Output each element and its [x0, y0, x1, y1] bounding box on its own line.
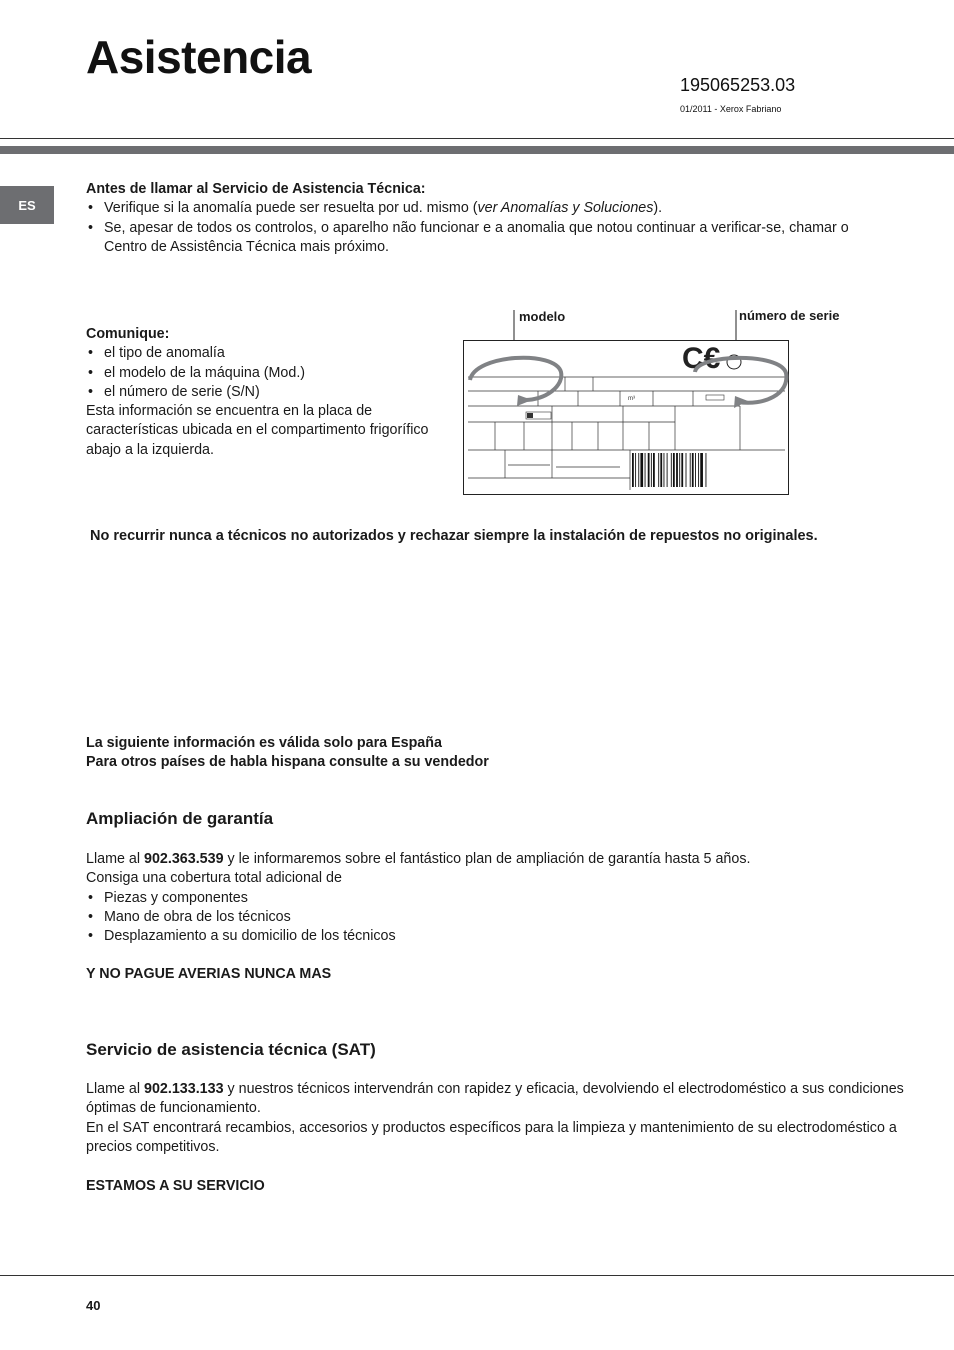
spain-notice [86, 734, 489, 773]
before-call-section [86, 180, 876, 257]
header-band [0, 146, 954, 154]
before-call-bullet-2: • Se, apesar de todos os controlos, o aparelho não funcionar e a anomalia que notou continuar a verificar-se, chamar o Centro de Assistência Técnica mais próximo. [86, 219, 876, 258]
language-tab: ES [0, 186, 54, 224]
plate-battery-icon [706, 395, 724, 400]
document-date: 01/2011 - Xerox Fabriano [680, 104, 782, 114]
rating-plate-svg [460, 300, 880, 500]
list-item: • el número de serie (S/N) [86, 383, 446, 402]
before-call-bullet-1: • Verifique si la anomalía puede ser resuelta por ud. mismo (ver Anomalías y Soluciones). [86, 199, 876, 218]
page-title: Asistencia [86, 31, 312, 83]
warranty-coverage-intro: Consiga una cobertura total adicional de [86, 870, 342, 887]
svg-text:m³: m³ [628, 396, 635, 402]
warning-notice: No recurrir nunca a técnicos no autorizados y rechazar siempre la instalación de repuestos no originales. [90, 528, 818, 544]
list-item: • el modelo de la máquina (Mod.) [86, 364, 446, 383]
list-item: • Piezas y componentes [86, 889, 886, 908]
ce-mark-icon: C€ [682, 342, 721, 375]
list-item: • Desplazamiento a su domicilio de los técnicos [86, 927, 886, 946]
model-label: modelo [519, 309, 566, 324]
page-number: 40 [86, 1298, 101, 1313]
communicate-heading: Comunique: [86, 326, 170, 342]
sat-phone: 902.133.133 [144, 1081, 224, 1097]
rating-plate-diagram [460, 300, 880, 500]
sat-body [86, 1080, 906, 1157]
before-call-heading: Antes de llamar al Servicio de Asistencia Técnica: [86, 181, 426, 197]
serial-label: número de serie [739, 308, 840, 323]
sat-slogan: ESTAMOS A SU SERVICIO [86, 1178, 265, 1194]
cross-reference-link: ver Anomalías y Soluciones [477, 200, 654, 217]
warranty-slogan: Y NO PAGUE AVERIAS NUNCA MAS [86, 966, 332, 982]
footer-divider [0, 1275, 954, 1276]
list-item: • el tipo de anomalía [86, 344, 446, 363]
sat-paragraph-1: Llame al 902.133.133 y nuestros técnicos intervendrán con rapidez y eficacia, devolviendo el electrodoméstico a sus condiciones óptimas de funcionamiento. [86, 1081, 904, 1117]
spain-notice-line-2: Para otros países de habla hispana consulte a su vendedor [86, 754, 489, 771]
header-divider [0, 138, 954, 139]
warranty-phone: 902.363.539 [144, 851, 224, 867]
warranty-body [86, 850, 886, 946]
list-item: • Mano de obra de los técnicos [86, 908, 886, 927]
spain-notice-line-1: La siguiente información es válida solo para España [86, 735, 442, 751]
communicate-section [86, 325, 446, 460]
warranty-heading: Ampliación de garantía [86, 809, 274, 828]
document-code: 195065253.03 [680, 75, 796, 95]
sat-paragraph-2: En el SAT encontrará recambios, accesorios y productos específicos para la limpieza y mantenimiento de su electrodoméstico a precios competitivos. [86, 1119, 897, 1155]
plate-location-note: Esta información se encuentra en la placa de características ubicada en el compartimento frigorífico abajo a la izquierda. [86, 403, 429, 458]
warranty-intro: Llame al 902.363.539 y le informaremos sobre el fantástico plan de ampliación de garantía hasta 5 años. [86, 851, 751, 867]
sat-heading: Servicio de asistencia técnica (SAT) [86, 1040, 376, 1059]
